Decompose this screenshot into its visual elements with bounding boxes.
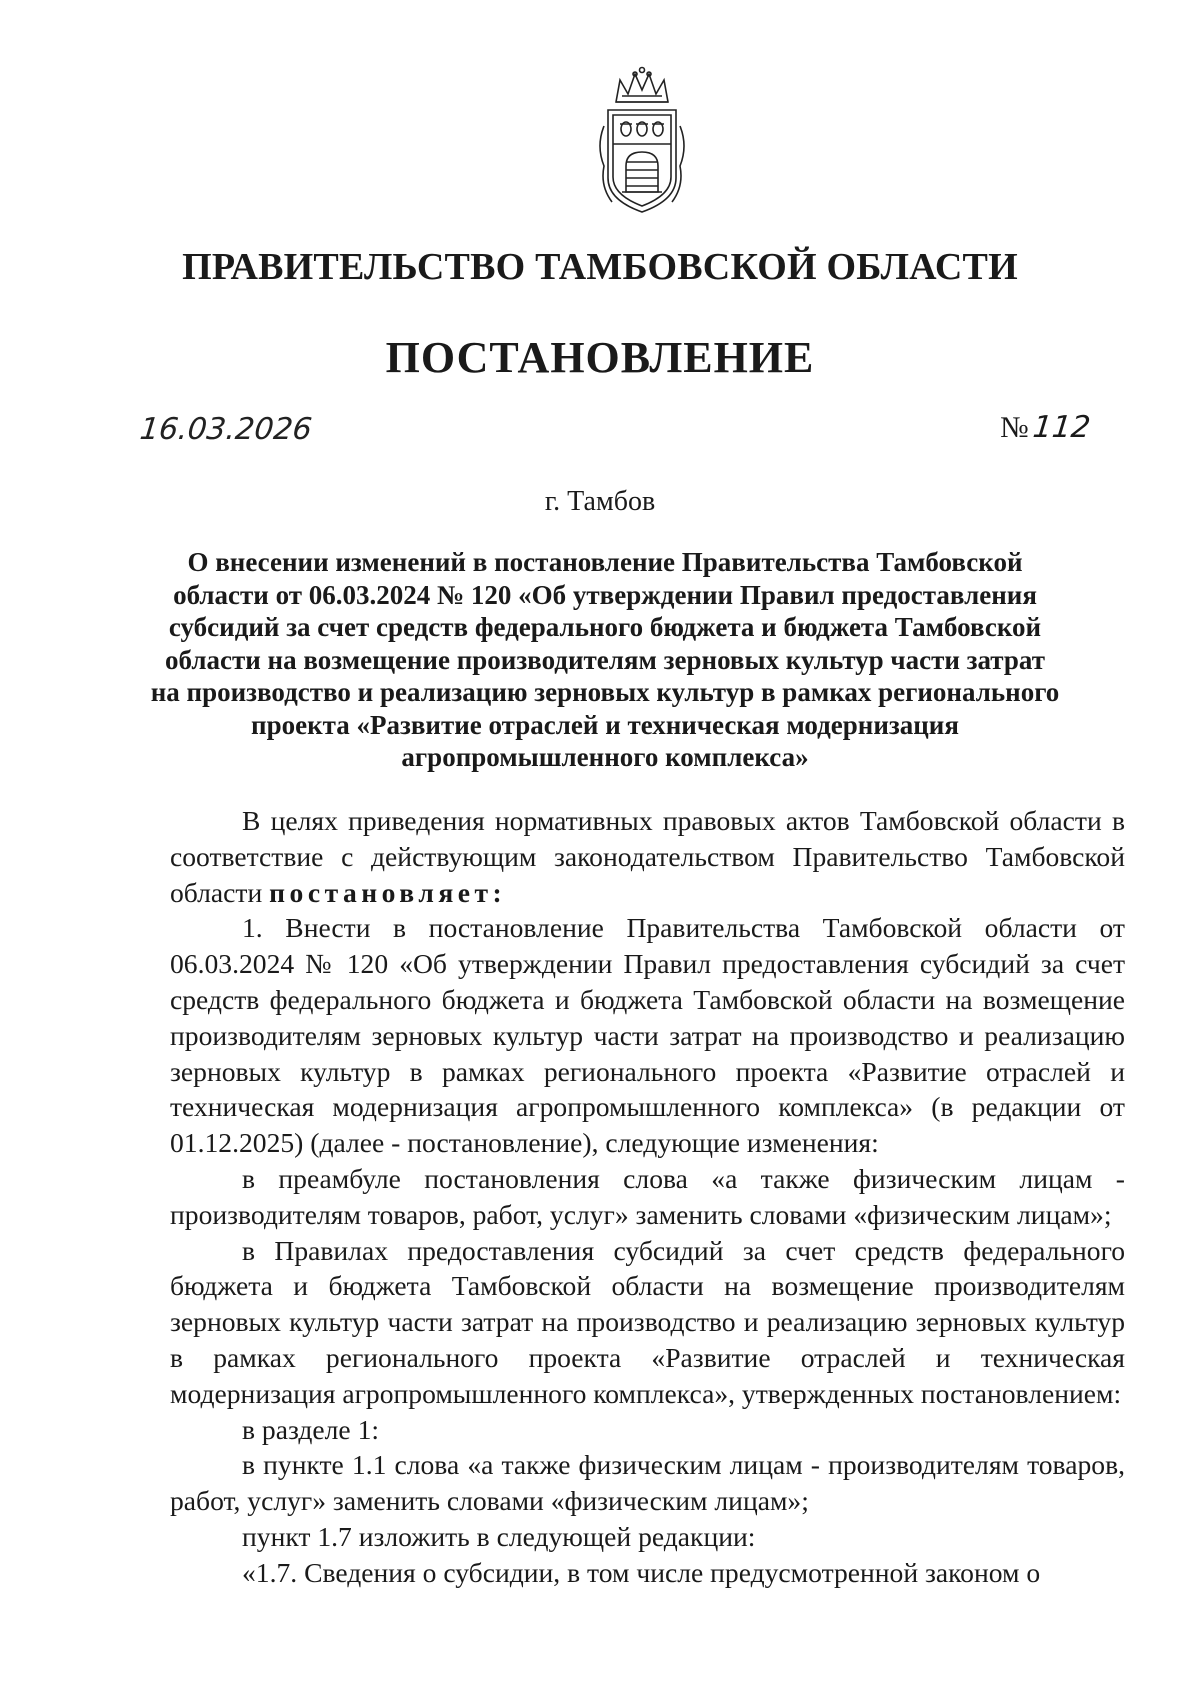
government-name: ПРАВИТЕЛЬСТВО ТАМБОВСКОЙ ОБЛАСТИ: [182, 246, 1018, 288]
paragraph-7: «1.7. Сведения о субсидии, в том числе предусмотренной законом о: [242, 1556, 1041, 1588]
number-value: 112: [1030, 410, 1092, 445]
paragraph-6: пункт 1.7 изложить в следующей редакции:: [242, 1520, 756, 1552]
document-type: ПОСТАНОВЛЕНИЕ: [385, 333, 815, 382]
document-number: [1000, 410, 1090, 445]
decree-word: постановляет:: [269, 876, 507, 908]
intro-paragraph: [170, 803, 1125, 910]
paragraph-2: в преамбуле постановления слова «а также физическим лицам - производителям товаров, работ, услуг» заменить словами «физическим лицам»;: [170, 1162, 1125, 1230]
city: г. Тамбов: [544, 486, 656, 517]
intro-text: В целях приведения нормативных правовых актов Тамбовской области в соответствие с действующим законодательством Правительство Тамбовской области: [170, 805, 1125, 908]
paragraph-5: в пункте 1.1 слова «а также физическим лицам - производителям товаров, работ, услуг» заменить словами «физическим лицам»;: [170, 1449, 1125, 1517]
paragraph-4: в разделе 1:: [242, 1413, 380, 1445]
coat-of-arms-icon: [586, 66, 698, 216]
document-date: 16.03.2026: [138, 412, 314, 447]
document-subject: О внесении изменений в постановление Правительства Тамбовской области от 06.03.2024 № 120 «Об утверждении Правил предоставления субсидий за счет средств федерального бюджета и бюджета Тамбовской области на возмещение производителям зерновых культур части затрат на производство и реализацию зерновых культур в рамках регионального проекта «Развитие отраслей и техническая модернизация агропромышленного комплекса»: [150, 547, 1060, 772]
paragraph-3: в Правилах предоставления субсидий за счет средств федерального бюджета и бюджета Тамбовской области на возмещение производителям зерновых культур части затрат на производство и реализацию зерновых культур в рамках регионального проекта «Развитие отраслей и техническая модернизация агропромышленного комплекса», утвержденных постановлением:: [170, 1234, 1125, 1409]
paragraph-1: 1. Внести в постановление Правительства Тамбовской области от 06.03.2024 № 120 «Об утверждении Правил предоставления субсидий за счет средств федерального бюджета и бюджета Тамбовской области на возмещение производителям зерновых культур части затрат на производство и реализацию зерновых культур в рамках регионального проекта «Развитие отраслей и техническая модернизация агропромышленного комплекса» (в редакции от 01.12.2025) (далее - постановление), следующие изменения:: [170, 912, 1125, 1159]
document-body: [170, 803, 1125, 1591]
number-prefix: №: [1000, 411, 1029, 444]
